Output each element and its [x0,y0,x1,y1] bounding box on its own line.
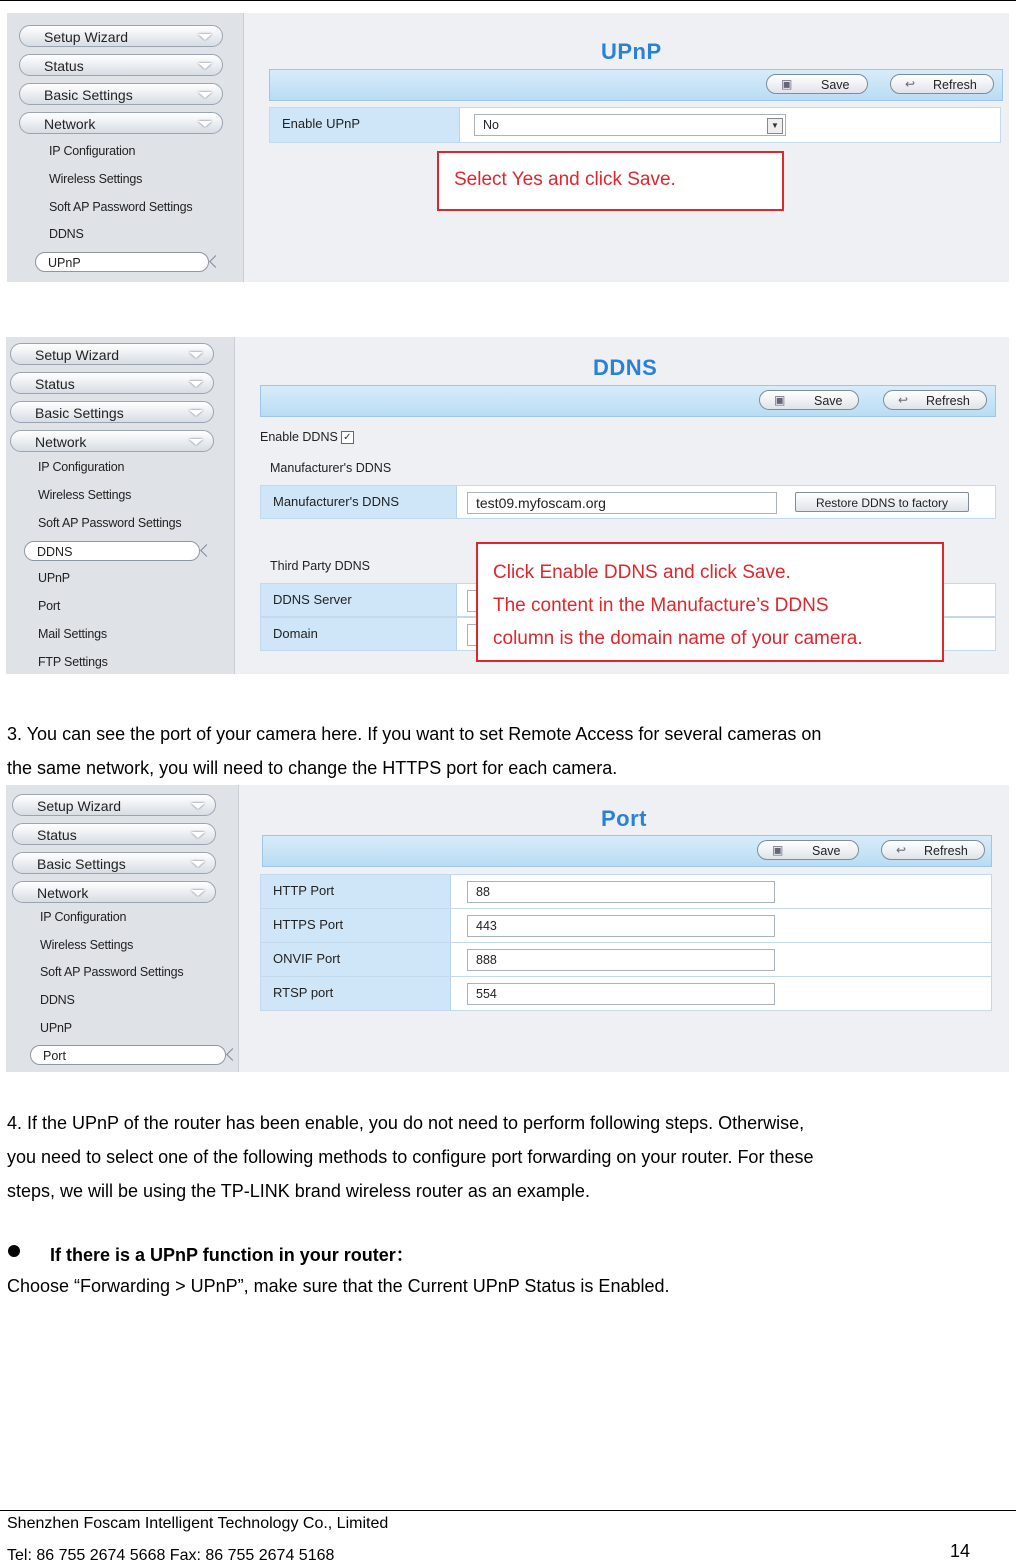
refresh-button[interactable] [890,74,994,94]
callout-line: Click Enable DDNS and click Save. [493,562,791,583]
page-number: 14 [950,1541,971,1561]
ddns-toolbar [260,385,996,417]
sidebar-button-label: Network [37,885,89,901]
sidebar-setup-wizard-button[interactable] [12,794,216,816]
enable-upnp-row [269,107,1001,143]
port-label: HTTP Port [261,875,451,908]
sidebar-item-port-selected[interactable] [30,1045,226,1065]
chevron-down-icon [198,63,212,69]
refresh-label: Refresh [924,844,968,858]
select-value: No [483,118,499,132]
sidebar-item-wireless-settings[interactable]: Wireless Settings [49,172,143,186]
ddns-screenshot [6,337,1009,674]
sidebar-item-ddns-selected[interactable] [24,541,200,561]
refresh-button[interactable] [881,840,985,860]
sidebar-item-ip-configuration[interactable]: IP Configuration [40,910,127,924]
third-party-section-heading: Third Party DDNS [270,559,371,573]
pointer-icon [200,544,213,557]
sidebar-item-mail-settings[interactable]: Mail Settings [38,627,107,641]
paragraph-line: you need to select one of the following methods to configure port forwarding on your router. For these [7,1147,814,1167]
save-button[interactable] [757,840,859,860]
chevron-down-icon [198,121,212,127]
sidebar-setup-wizard-button[interactable] [10,343,214,365]
refresh-icon: ↩ [896,843,907,857]
enable-upnp-select[interactable] [474,114,786,136]
save-label: Save [814,394,843,408]
chevron-down-icon [191,803,205,809]
http-port-input[interactable]: 88 [467,881,775,903]
paragraph-line: 3. You can see the port of your camera here. If you want to set Remote Access for several cameras on [7,724,822,744]
port-screenshot [6,785,1009,1072]
save-button[interactable] [759,390,859,410]
upnp-sidebar [7,13,244,282]
sidebar-basic-settings-button[interactable] [10,401,214,423]
refresh-button[interactable] [883,390,987,410]
sidebar-item-soft-ap-password[interactable]: Soft AP Password Settings [40,965,184,979]
manufacturer-section-heading: Manufacturer's DDNS [270,461,392,475]
step-4-paragraph [7,1106,1010,1208]
chevron-down-icon [189,410,203,416]
upnp-toolbar [269,69,1003,101]
bullet-body [7,1269,1010,1303]
chevron-down-icon: ▼ [767,118,783,134]
sidebar-button-label: Setup Wizard [44,29,129,45]
sidebar-item-upnp[interactable]: UPnP [38,571,70,585]
manufacturer-ddns-field: test09.myfoscam.org [467,492,777,514]
onvif-port-input[interactable]: 888 [467,949,775,971]
sidebar-basic-settings-button[interactable] [19,83,223,105]
save-label: Save [812,844,841,858]
sidebar-network-button[interactable] [10,430,214,452]
sidebar-item-ip-configuration[interactable]: IP Configuration [38,460,125,474]
sidebar-selected-label: Port [43,1049,66,1063]
sidebar-button-label: Setup Wizard [35,347,120,363]
save-icon: ▣ [774,393,786,407]
port-row [260,908,992,943]
bullet-heading: If there is a UPnP function in your router： [50,1245,414,1265]
paragraph-line: the same network, you will need to change the HTTPS port for each camera. [7,758,618,778]
paragraph-line: steps, we will be using the TP-LINK brand wireless router as an example. [7,1181,590,1201]
sidebar-button-label: Network [44,116,96,132]
checkbox-checked-icon[interactable]: ✓ [341,431,354,444]
pointer-icon [209,255,222,268]
chevron-down-icon [198,34,212,40]
sidebar-item-ftp-settings[interactable]: FTP Settings [38,655,108,669]
sidebar-button-label: Basic Settings [44,87,133,103]
sidebar-item-port[interactable]: Port [38,599,61,613]
port-label: HTTPS Port [261,909,451,942]
manufacturer-ddns-row [260,485,996,519]
port-toolbar [262,835,992,867]
port-label: ONVIF Port [261,943,451,976]
enable-ddns-label: Enable DDNS [260,430,338,444]
sidebar-item-ip-configuration[interactable]: IP Configuration [49,144,136,158]
panel-title: UPnP [601,39,662,64]
pointer-icon [226,1048,239,1061]
chevron-down-icon [189,439,203,445]
sidebar-item-soft-ap-password[interactable]: Soft AP Password Settings [38,516,182,530]
sidebar-network-button[interactable] [19,112,223,134]
sidebar-button-label: Status [44,58,84,74]
restore-label: Restore DDNS to factory [815,496,949,510]
refresh-icon: ↩ [905,77,916,91]
sidebar-status-button[interactable] [10,372,214,394]
chevron-down-icon [191,861,205,867]
callout-line: The content in the Manufacture’s DDNS [493,595,829,616]
chevron-down-icon [189,381,203,387]
paragraph-line: 4. If the UPnP of the router has been enable, you do not need to perform following steps. Otherwise, [7,1113,805,1133]
footer-rule [0,1510,1016,1511]
port-sidebar [6,785,239,1072]
save-label: Save [821,78,850,92]
port-label: RTSP port [261,977,451,1010]
refresh-label: Refresh [926,394,970,408]
sidebar-setup-wizard-button[interactable] [19,25,223,47]
sidebar-item-wireless-settings[interactable]: Wireless Settings [38,488,132,502]
sidebar-button-label: Basic Settings [35,405,124,421]
chevron-down-icon [189,352,203,358]
footer-contact: Tel: 86 755 2674 5668 Fax: 86 755 2674 5168 [7,1547,335,1564]
sidebar-status-button[interactable] [19,54,223,76]
sidebar-item-soft-ap-password[interactable]: Soft AP Password Settings [49,200,193,214]
restore-ddns-button[interactable] [795,492,969,512]
domain-label: Domain [261,618,457,650]
chevron-down-icon [191,890,205,896]
panel-title: DDNS [593,355,658,380]
callout-text: Select Yes and click Save. [454,169,676,190]
callout-line: column is the domain name of your camera. [493,628,863,649]
bullet-icon [8,1245,20,1257]
sidebar-button-label: Network [35,434,87,450]
upnp-screenshot [7,13,1009,282]
save-icon: ▣ [781,77,793,91]
upnp-callout [437,151,784,211]
sidebar-item-upnp-selected[interactable] [35,252,209,272]
sidebar-button-label: Status [37,827,77,843]
footer-company: Shenzhen Foscam Intelligent Technology Co., Limited [7,1515,389,1532]
sidebar-selected-label: DDNS [37,545,73,559]
port-row [260,874,992,909]
sidebar-item-ddns[interactable]: DDNS [49,227,84,241]
sidebar-selected-label: UPnP [48,256,81,270]
ddns-sidebar [6,337,235,674]
sidebar-status-button[interactable] [12,823,216,845]
paragraph-line: Choose “Forwarding > UPnP”, make sure that the Current UPnP Status is Enabled. [7,1276,670,1296]
chevron-down-icon [198,92,212,98]
sidebar-item-ddns[interactable]: DDNS [40,993,75,1007]
sidebar-item-upnp[interactable]: UPnP [40,1021,72,1035]
panel-title: Port [601,806,647,831]
enable-upnp-label: Enable UPnP [270,108,460,142]
sidebar-basic-settings-button[interactable] [12,852,216,874]
port-row [260,942,992,977]
chevron-down-icon [191,832,205,838]
step-3-paragraph [7,717,1010,785]
ddns-callout [476,542,944,662]
enable-ddns-checkbox-row[interactable] [260,430,354,444]
sidebar-button-label: Setup Wizard [37,798,122,814]
https-port-input[interactable]: 443 [467,915,775,937]
refresh-label: Refresh [933,78,977,92]
rtsp-port-input[interactable]: 554 [467,983,775,1005]
port-row [260,976,992,1011]
ddns-server-label: DDNS Server [261,584,457,616]
sidebar-button-label: Status [35,376,75,392]
sidebar-network-button[interactable] [12,881,216,903]
sidebar-button-label: Basic Settings [37,856,126,872]
top-rule [0,0,1016,1]
refresh-icon: ↩ [898,393,909,407]
manufacturer-ddns-label: Manufacturer's DDNS [261,486,457,518]
save-icon: ▣ [772,843,784,857]
save-button[interactable] [766,74,868,94]
sidebar-item-wireless-settings[interactable]: Wireless Settings [40,938,134,952]
